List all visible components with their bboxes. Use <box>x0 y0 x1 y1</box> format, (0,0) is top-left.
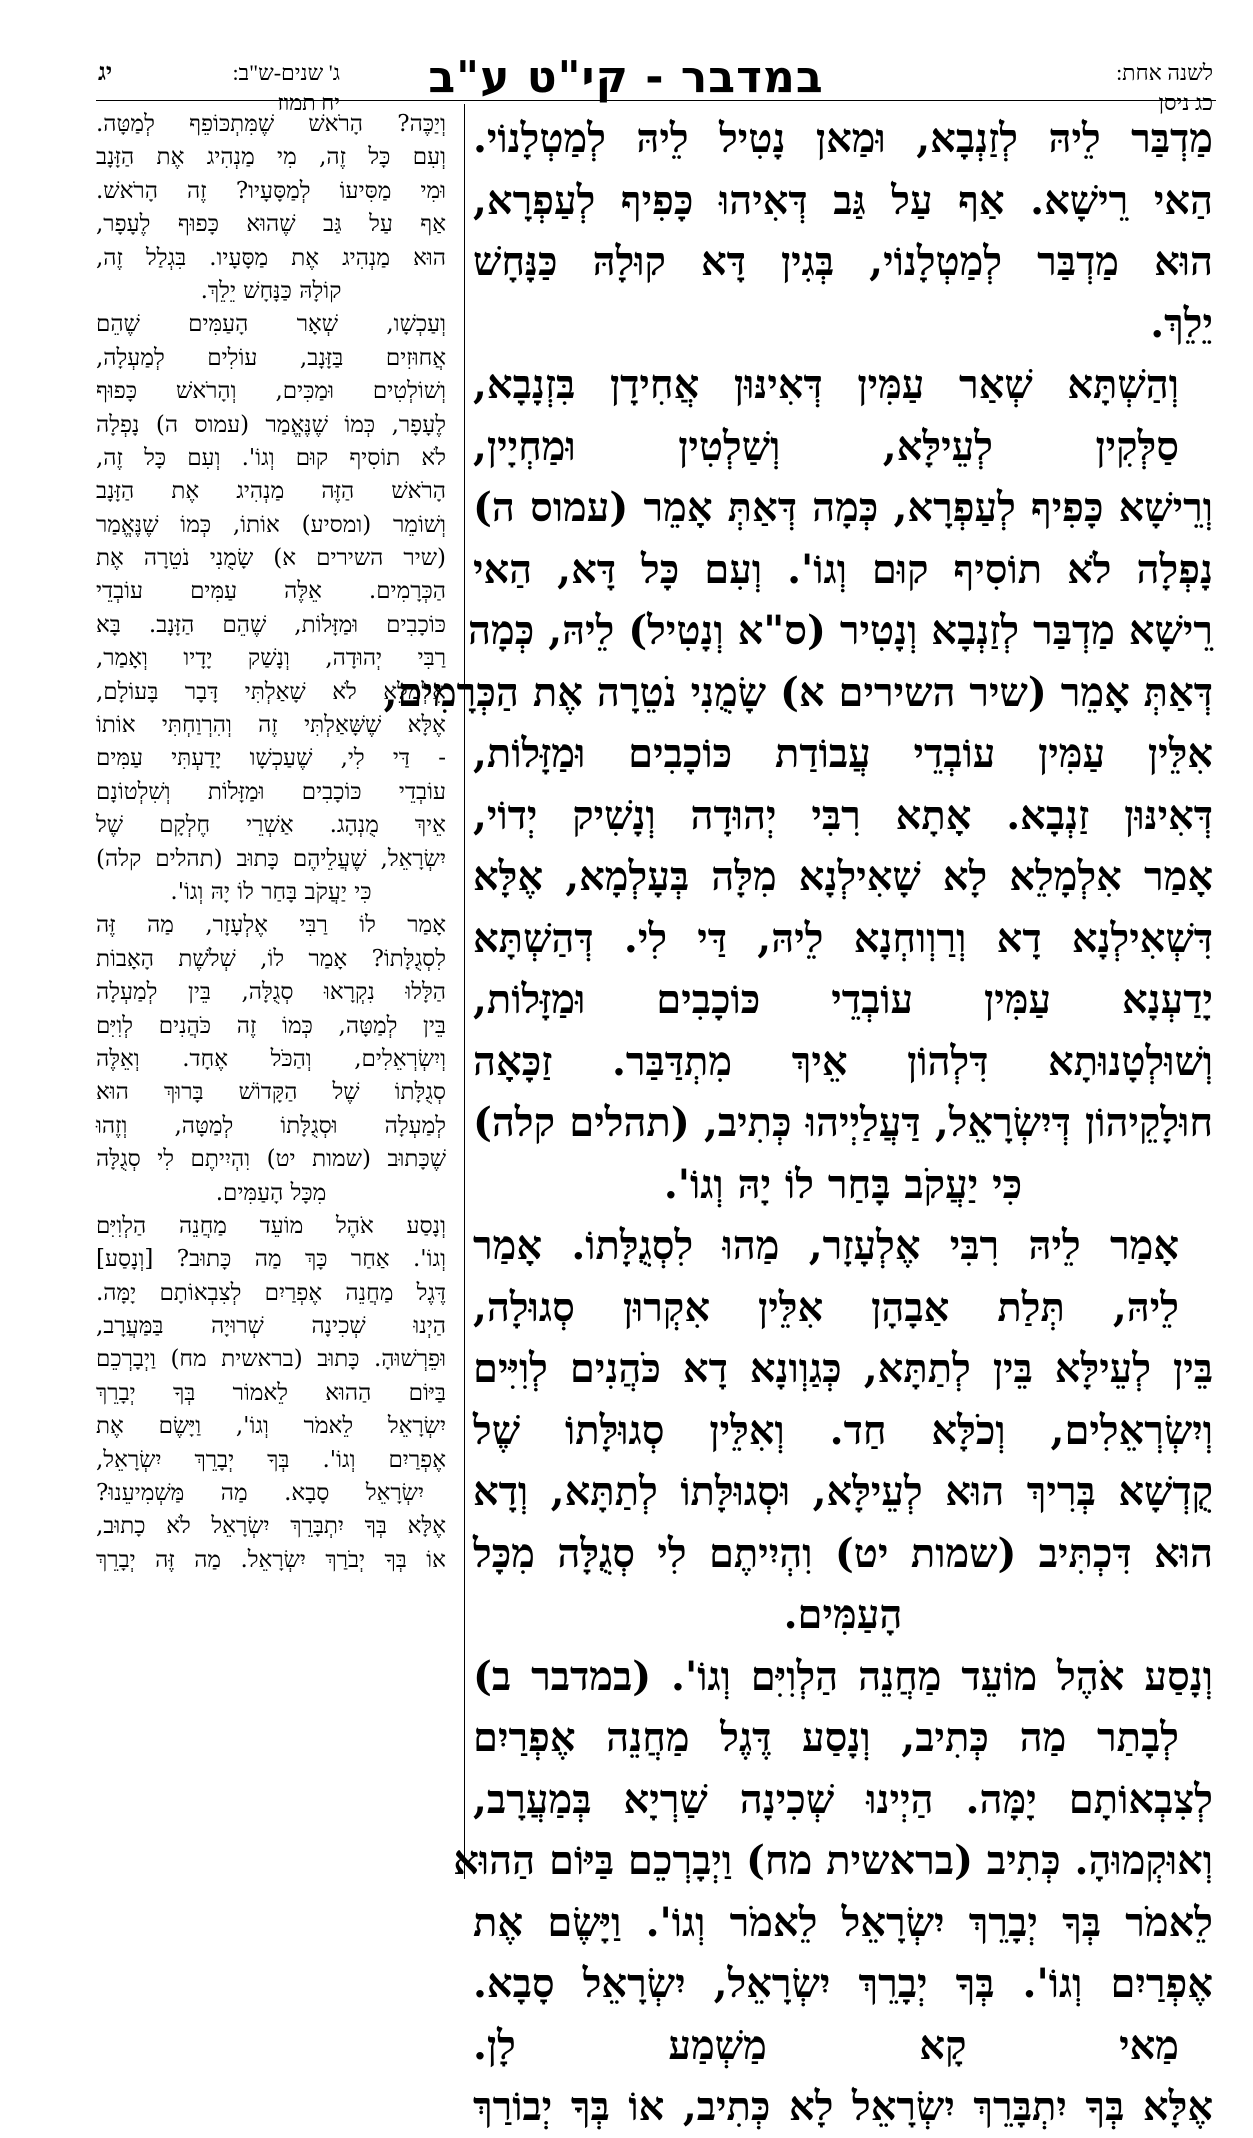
column-divider <box>464 104 465 1879</box>
text-line: דִּשְׁאִילְנָא דָא וְרַוְוחְנָא לֵיהּ, דַּי לִי. דְּהַשְׁתָּא <box>473 914 1213 962</box>
three-year-date: יח תמוז <box>277 90 340 115</box>
text-line: יִשְׂרָאֵל, שֶׁעֲלֵיהֶם כָּתוּב (תהלים קלה) <box>96 845 446 872</box>
aramaic-text-column <box>383 108 1213 2138</box>
hebrew-translation-column <box>96 108 446 1577</box>
text-line: הָעַמִּים. <box>783 1591 903 1638</box>
text-line: לִסְגֻלָּתוֹ? אָמַר לוֹ, שְׁלֹשֶׁת הָאָבוֹת <box>96 945 446 972</box>
text-line: אִלֵּין עַמִּין עוֹבְדֵי עֲבוֹדַת כּוֹכָבִים וּמַזָּלוֹת, <box>473 730 1213 777</box>
text-line: וְיַכֶּה? הָרֹאשׁ שֶׁמִּתְכּוֹפֵף לְמַטָּה. <box>96 111 446 137</box>
text-line: הַיְנוּ שְׁכִינָה שְׁרוּיָה בַּמַּעֲרָב, <box>96 1313 446 1340</box>
one-year-label: לשנה אחת: <box>1116 60 1213 85</box>
text-line: חוּלָקֵיהוֹן דְּיִשְׂרָאֵל, דַּעֲלַיְיהוּ כְּתִיב, (תהלים קלה) <box>473 1099 1213 1146</box>
text-line: הַלָּלוּ נִקְרָאוּ סְגֻלָּה, בֵּין לְמַעְלָה <box>96 979 446 1006</box>
text-line: יֵלֵךְ. <box>1150 299 1213 347</box>
text-line: וְהַשְׁתָּא שְׁאַר עַמִּין דְּאִינּוּן אֲחִידָן בִּזְנָבָא, <box>473 361 1179 408</box>
text-line: הוּא דִּכְתִּיב (שמות יט) וִהְיִיתֶם לִי סְגֻלָּה מִכָּל <box>473 1529 1213 1577</box>
text-line: בַּיּוֹם הַהוּא לֵאמוֹר בְּךָ יְבָרֵךְ <box>96 1379 446 1406</box>
one-year-date: כג ניסן <box>1158 90 1213 115</box>
text-line: וְרֵישָׁא כָּפִיף לְעַפְרָא, כְּמָה דְּאַתְּ אָמֵר (עמוס ה) <box>473 484 1213 531</box>
text-line: וְגוֹ'. אַחַר כָּךְ מַה כָּתוּב? [וְנָסַע] <box>96 1246 446 1273</box>
text-line: וְיִשְׂרְאֵלִים, וְכֹלָּא חַד. וְאִלֵּין סְגוּלָּתוֹ שֶׁל <box>473 1406 1213 1454</box>
text-line: רֵישָׁא מַדְבַּר לְזַנְבָא וְנָטִיר (ס"א וְנָטִיל) לֵיהּ, כְּמָה <box>468 607 1213 654</box>
text-line: לְבָתַר מַה כְּתִיב, וְנָסַע דֶּגֶל מַחֲנֵה אֶפְרַיִם <box>473 1714 1179 1761</box>
text-line: וּמִי מַסִּיעוֹ לְמַסָּעָיו? זֶה הָרֹאשׁ. <box>96 177 446 204</box>
text-line: בֵּין לְמַטָּה, כְּמוֹ זֶה כֹּהֲנִים לְוִיִּם <box>96 1012 446 1039</box>
text-line: וְנָסַע אֹהֶל מוֹעֵד מַחֲנֵה הַלְוִיִּם <box>96 1212 446 1239</box>
text-line: כִּי יַעֲקֹב בָּחַר לוֹ יָהּ וְגוֹ'. <box>170 878 372 905</box>
text-line: לֹא תוֹסִיף קוּם וְגוֹ'. וְעִם כָּל זֶה, <box>96 444 446 471</box>
text-line: הָרֹאשׁ הַזֶּה מַנְהִיג אֶת הַזָּנָב <box>96 478 446 505</box>
text-line: וְשׁוּלְטָנוּתָא דִּלְהוֹן אֵיךְ מִתְדַּבַּר. זַכָּאָה <box>473 1037 1213 1085</box>
text-line: שֶׁכָּתוּב (שמות יט) וִהְיִיתֶם לִי סְגֻלָּה <box>96 1146 446 1173</box>
text-line: אֶפְרַיִם וְגוֹ'. בְּךָ יְבָרֵךְ יִשְׂרָאֵל, <box>96 1446 446 1473</box>
text-line: וְעַכְשָׁו, שְׁאָר הָעַמִּים שֶׁהֵם <box>96 311 446 338</box>
text-line: בֵּין לְעֵילָּא בֵּין לְתַתָּא, כְּגַוְונָא דָא כֹּהֲנִים לְוִיִּים <box>473 1345 1213 1392</box>
text-line: רַבִּי יְהוּדָה, וְנָשַׁק יָדָיו וְאָמַר, <box>96 645 446 672</box>
text-line: קוֹלָהּ כַּנָּחָשׁ יֵלֵךְ. <box>200 277 342 304</box>
text-line: לְצִבְאוֹתָם יָמָּה. הַיְינוּ שְׁכִינָה שַׁרְיָא בְּמַעֲרָב, <box>473 1775 1213 1823</box>
text-line: הַכְּרָמִים. אֵלֶּה עַמִּים עוֹבְדֵי <box>96 578 446 605</box>
text-line: - דַּי לִי, שֶׁעַכְשָׁו יָדַעְתִּי עַמִּים <box>96 745 446 772</box>
text-line: דְּאִינּוּן זַנְבָא. אָתָא רִבִּי יְהוּדָה וְנָשִׁיק יְדוֹי, <box>473 791 1213 839</box>
text-line: אוֹ בְּךָ יְבֹרַךְ יִשְׂרָאֵל. מַה זֶּה יְבָרֵךְ <box>96 1546 446 1573</box>
page-title: במדבר - קי"ט ע"ב <box>428 52 824 103</box>
text-line: לֵיהּ, תְּלַת אַבָהָן אִלֵּין אִקְרוּן סְגוּלָה, <box>473 1283 1179 1331</box>
text-line: וּפֵרְשׁוּהָ. כָּתוּב (בראשית מח) וַיְבָרְכֵם <box>96 1346 446 1373</box>
text-line: אָמַר לֵיהּ רִבִּי אֶלְעָזָר, מַהוּ לִסְגֻלָּתוֹ. אָמַר <box>473 1222 1179 1269</box>
text-line: כִּי יַעֲקֹב בָּחַר לוֹ יָהּ וְגוֹ'. <box>663 1160 1023 1208</box>
text-line: וְאוּקְמוּהָ. כְּתִיב (בראשית מח) וַיְבָרְכֵם בַּיּוֹם הַהוּא <box>453 1837 1213 1884</box>
text-line: אֶלָּא בְּךָ יִתְבָּרֵךְ יִשְׂרָאֵל לָא כְּתִיב, אוֹ בְּךָ יְבוֹרַךְ <box>473 2083 1213 2130</box>
text-line: נָפְלָה לֹא תוֹסִיף קוּם וְגוֹ'. וְעִם כָּל דָּא, הַאי <box>473 545 1213 593</box>
text-line: אָמַר לוֹ רַבִּי אֶלְעָזָר, מַה זֶּה <box>96 912 446 939</box>
text-line: אַף עַל גַּב שֶׁהוּא כָּפוּף לֶעָפָר, <box>96 211 446 238</box>
text-line: יִשְׂרָאֵל סָבָא. מַה מַּשְׁמִיעֵנוּ? <box>96 1480 424 1507</box>
text-line: וְעִם כָּל זֶה, מִי מַנְהִיג אֶת הַזָּנָב <box>96 144 446 171</box>
text-line: עוֹבְדֵי כּוֹכָבִים וּמַזָּלוֹת וְשִׁלְטוֹנָם <box>96 778 446 805</box>
text-line: הוּא מַנְהִיג אֶת מַסָּעָיו. בִּגְלַל זֶה, <box>96 244 446 271</box>
three-year-label: ג' שנים-ש"ב: <box>232 60 340 85</box>
text-line: וְנָסַע אֹהֶל מוֹעֵד מַחֲנֵה הַלְוִיִּם וְגוֹ'. (במדבר ב) <box>473 1652 1213 1700</box>
text-line: מַאי קָא מַשְׁמַע לָן. <box>473 2021 1179 2069</box>
text-line: דְּאַתְּ אָמֵר (שיר השירים א) שָׂמֻנִי נֹטֵרָה אֶת הַכְּרָמִים, <box>383 668 1213 716</box>
text-line: אִלְמָלֵא לֹא שָׁאַלְתִּי דָּבָר בָּעוֹלָם, <box>96 678 446 705</box>
text-line: (שיר השירים א) שָׂמֻנִי נֹטֵרָה אֶת <box>96 545 446 572</box>
text-line: אֶלָּא בְּךָ יִתְבָּרֵךְ יִשְׂרָאֵל לֹא כָתוּב, <box>96 1513 446 1540</box>
text-line: אֲחוּזִים בַּזָּנָב, עוֹלִים לְמַעְלָה, <box>96 344 446 371</box>
text-line: לְמַעְלָה וּסְגֻלָּתוֹ לְמַטָּה, וְזֶהוּ <box>96 1112 446 1139</box>
text-line: סַלְּקִין לְעֵילָּא, וְשַׁלְטִין וּמַחְיָין, <box>473 422 1179 470</box>
text-line: וְשׁוֹלְטִים וּמַכִּים, וְהָרֹאשׁ כָּפוּף <box>96 378 446 405</box>
text-line: הַאי רֵישָׁא. אַף עַל גַּב דְּאִיהוּ כָּפִיף לְעַפְרָא, <box>473 176 1213 224</box>
page-number: יג <box>98 60 113 86</box>
text-line: מִכָּל הָעַמִּים. <box>215 1179 327 1206</box>
text-line: כּוֹכָבִים וּמַזָּלוֹת, שֶׁהֵם הַזָּנָב. בָּא <box>96 611 446 638</box>
text-line: מַדְבַּר לֵיהּ לְזַנְבָא, וּמַאן נָטִיל לֵיהּ לְמַטְלָנוֹי. <box>473 115 1213 162</box>
text-line: אָמַר אִלְמָלֵא לָא שָׁאִילְנָא מִלָּה בְּעָלְמָא, אֶלָּא <box>473 853 1213 900</box>
text-line: יָדַעְנָא עַמִּין עוֹבְדֵי כּוֹכָבִים וּמַזָּלוֹת, <box>473 976 1213 1023</box>
text-line: וְשׁוֹמֵר (ומסיע) אוֹתוֹ, כְּמוֹ שֶׁנֶּאֱמַר <box>96 511 446 538</box>
text-line: הוּא מַדְבַּר לְמַטְלָנוֹי, בְּגִין דָּא קוּלָהּ כַּנָּחָשׁ <box>473 238 1213 285</box>
text-line: לֵאמֹר בְּךָ יְבָרֵךְ יִשְׂרָאֵל לֵאמֹר וְגוֹ'. וַיָּשֶׂם אֶת <box>473 1898 1213 1946</box>
text-line: יִשְׂרָאֵל לֵאמֹר וְגוֹ', וַיָּשֶׂם אֶת <box>96 1413 446 1440</box>
page-header <box>0 0 1253 115</box>
text-line: אֶלָּא שֶׁשָּׁאַלְתִּי זֶה וְהִרְוַחְתִּי אוֹתוֹ <box>96 712 446 739</box>
text-line: אֵיךְ מֻנְהָג. אַשְׁרֵי חֶלְקָם שֶׁל <box>96 812 446 839</box>
text-line: קֻדְשָׁא בְּרִיךְ הוּא לְעֵילָּא, וּסְגוּלָּתוֹ לְתַתָּא, וְדָא <box>473 1468 1213 1515</box>
text-line: סְגֻלָּתוֹ שֶׁל הַקָּדוֹשׁ בָּרוּךְ הוּא <box>96 1079 446 1106</box>
text-line: דֶּגֶל מַחֲנֵה אֶפְרַיִם לְצִבְאוֹתָם יָמָּה. <box>96 1279 446 1306</box>
text-line: אֶפְרַיִם וְגוֹ'. בְּךָ יְבָרֵךְ יִשְׂרָאֵל, יִשְׂרָאֵל סָבָא. <box>473 1960 1213 2007</box>
text-line: לֶעָפָר, כְּמוֹ שֶׁנֶּאֱמַר (עמוס ה) נָפְלָה <box>96 411 446 438</box>
text-line: וְיִשְׂרְאֵלִים, וְהַכֹּל אֶחָד. וְאֵלֶּה <box>96 1045 446 1072</box>
header-divider <box>96 100 1216 101</box>
